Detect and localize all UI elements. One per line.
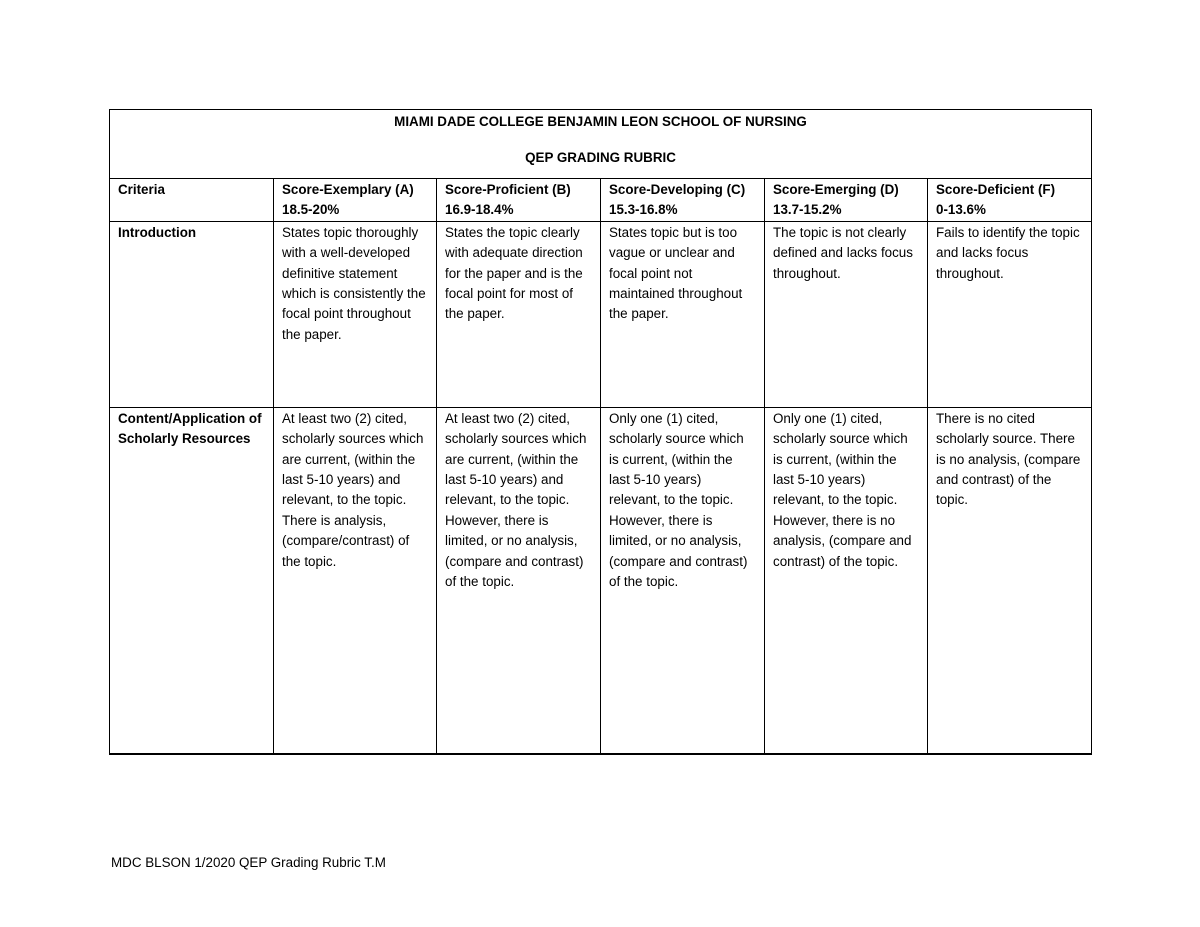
criterion-label: Introduction [110, 221, 274, 407]
title-row [110, 110, 1092, 179]
score-name: Score-Exemplary (A) [282, 182, 414, 197]
score-range: 16.9-18.4% [445, 202, 514, 218]
column-header-developing [601, 179, 765, 222]
table-row-introduction [110, 221, 1092, 407]
rubric-cell-emerging: The topic is not clearly defined and lacks focus throughout. [765, 221, 928, 407]
rubric-title: QEP GRADING RUBRIC [525, 150, 676, 166]
rubric-cell-exemplary: At least two (2) cited, scholarly sources which are current, (within the last 5-10 years) and relevant, to the topic. There is analysis, (compare/contrast) of the topic. [274, 407, 437, 754]
criteria-header: Criteria [110, 179, 274, 222]
rubric-cell-exemplary: States topic thoroughly with a well-developed definitive statement which is consistently the focal point throughout the paper. [274, 221, 437, 407]
score-range: 15.3-16.8% [609, 202, 678, 218]
score-name: Score-Emerging (D) [773, 182, 899, 197]
score-range: 13.7-15.2% [773, 202, 842, 218]
column-header-exemplary [274, 179, 437, 222]
score-range: 0-13.6% [936, 202, 986, 218]
rubric-cell-developing: States topic but is too vague or unclear and focal point not maintained throughout the paper. [601, 221, 765, 407]
rubric-cell-deficient: Fails to identify the topic and lacks focus throughout. [928, 221, 1092, 407]
score-name: Score-Deficient (F) [936, 182, 1056, 197]
score-name: Score-Proficient (B) [445, 182, 571, 197]
criterion-label: Content/Application of Scholarly Resources [110, 407, 274, 754]
title-cell [110, 110, 1092, 179]
column-header-proficient [437, 179, 601, 222]
grading-rubric-table [109, 109, 1092, 755]
page-footer: MDC BLSON 1/2020 QEP Grading Rubric T.M [111, 855, 386, 870]
school-title: MIAMI DADE COLLEGE BENJAMIN LEON SCHOOL OF NURSING [394, 114, 807, 129]
rubric-cell-deficient: There is no cited scholarly source. There is no analysis, (compare and contrast) of the topic. [928, 407, 1092, 754]
header-row [110, 179, 1092, 222]
score-range: 18.5-20% [282, 202, 340, 218]
rubric-cell-developing: Only one (1) cited, scholarly source which is current, (within the last 5-10 years) relevant, to the topic. However, there is limited, or no analysis, (compare and contrast) of the topic. [601, 407, 765, 754]
score-name: Score-Developing (C) [609, 182, 746, 197]
rubric-cell-proficient: At least two (2) cited, scholarly sources which are current, (within the last 5-10 years) and relevant, to the topic. However, there is limited, or no analysis, (compare and contrast) of the topic. [437, 407, 601, 754]
rubric-cell-emerging: Only one (1) cited, scholarly source which is current, (within the last 5-10 years) relevant, to the topic. However, there is no analysis, (compare and contrast) of the topic. [765, 407, 928, 754]
column-header-emerging [765, 179, 928, 222]
table-row-content-application [110, 407, 1092, 754]
column-header-deficient [928, 179, 1092, 222]
rubric-cell-proficient: States the topic clearly with adequate direction for the paper and is the focal point for most of the paper. [437, 221, 601, 407]
